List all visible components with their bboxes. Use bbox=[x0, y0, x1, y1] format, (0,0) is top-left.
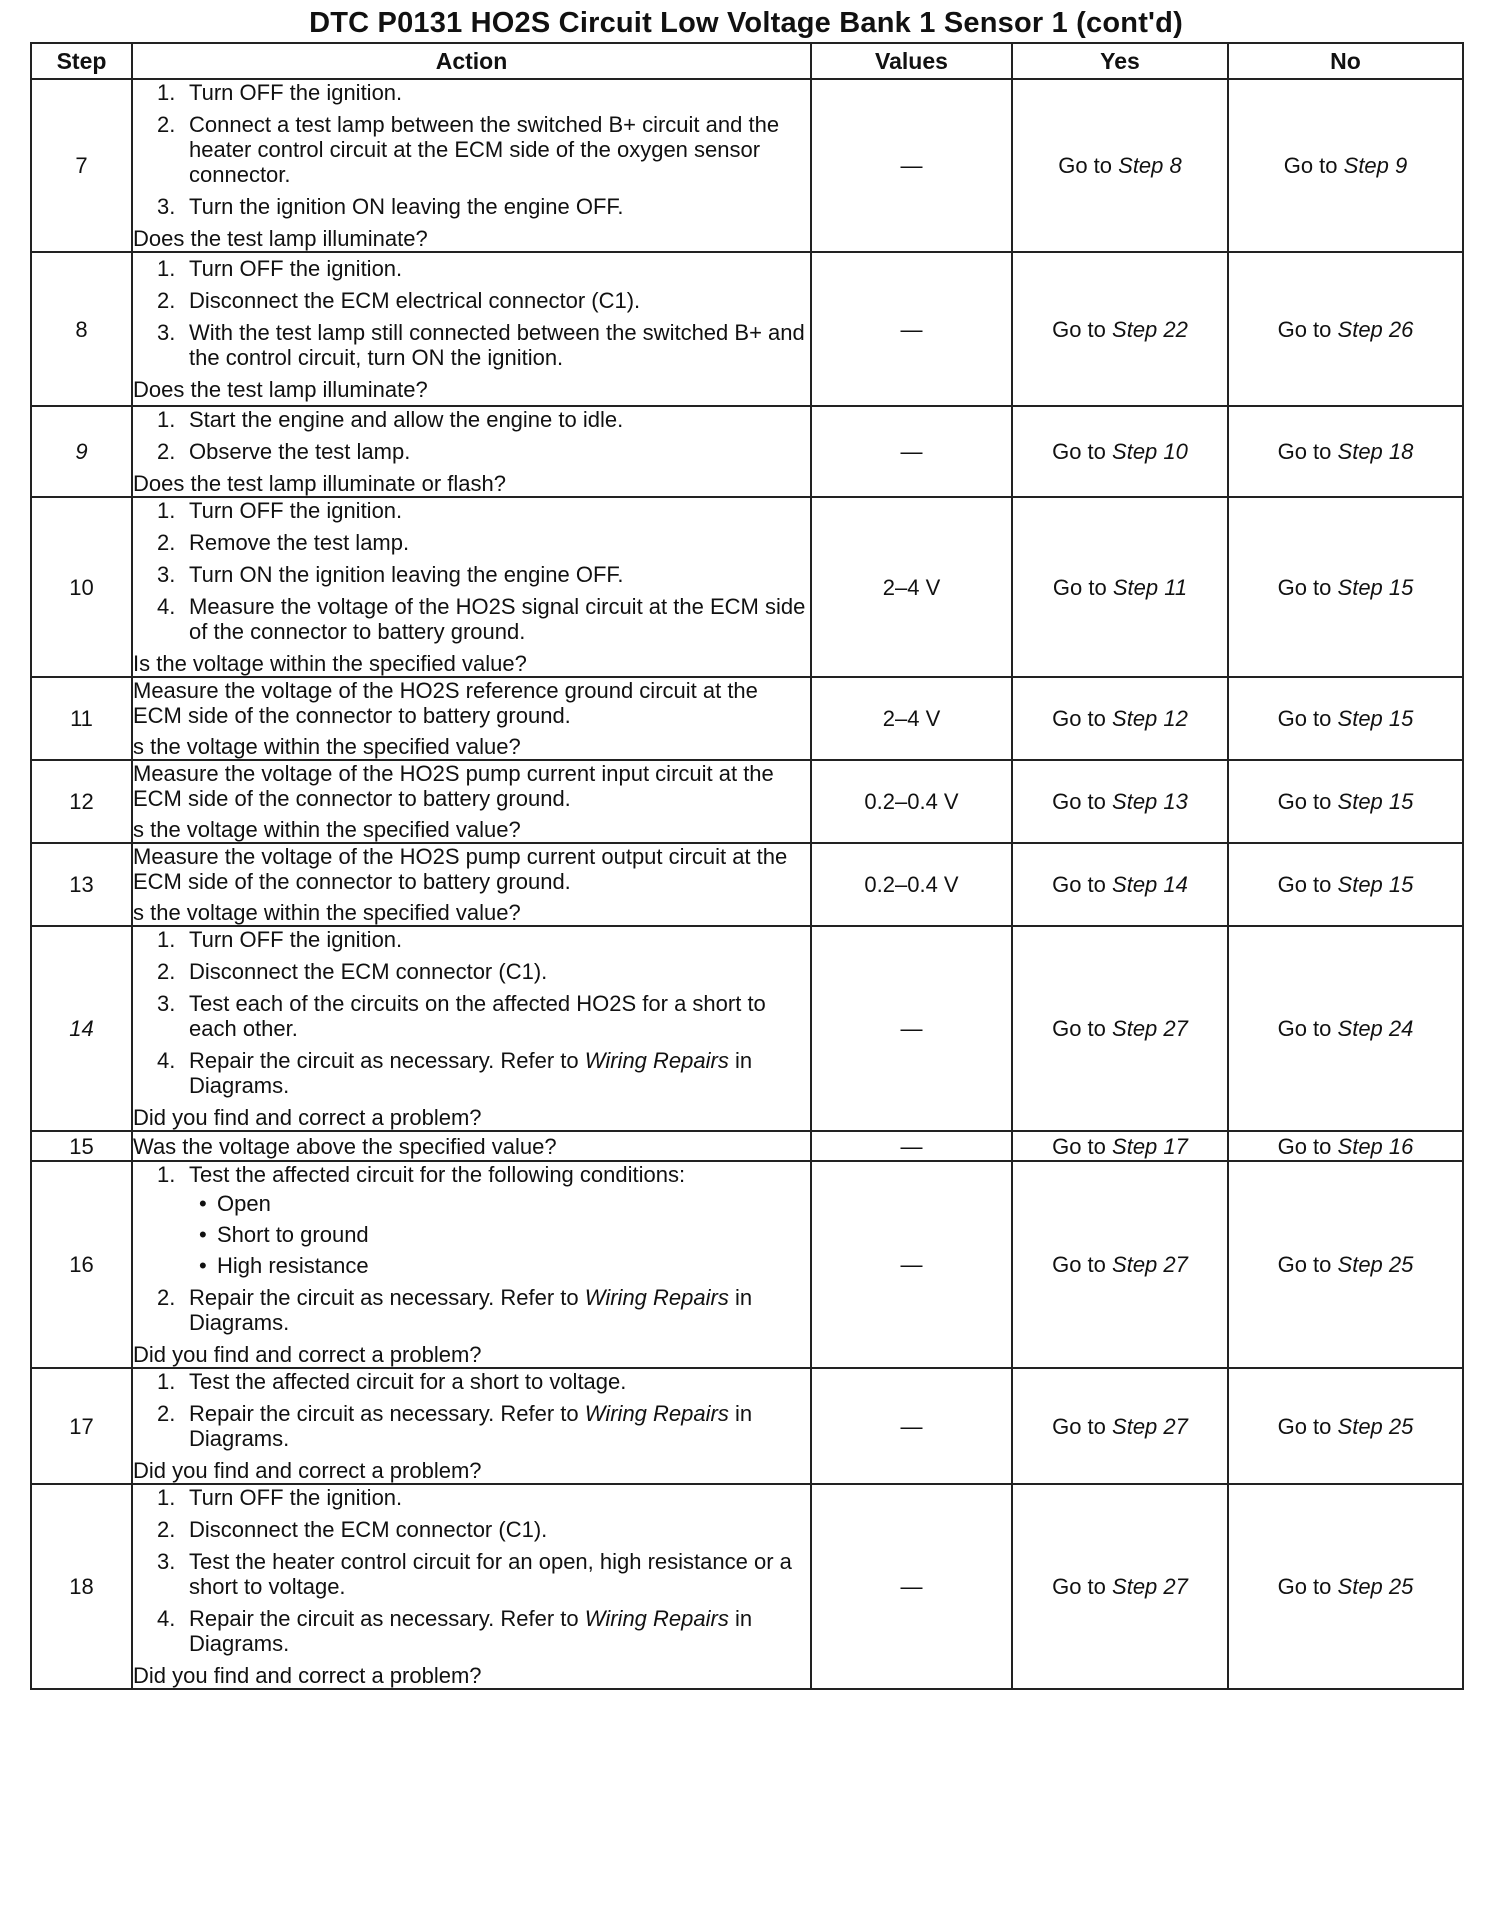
step-word: Step bbox=[1337, 1252, 1383, 1277]
step-word: Step bbox=[1112, 1413, 1158, 1439]
value-cell: — bbox=[811, 926, 1012, 1131]
value-cell: — bbox=[811, 1131, 1012, 1161]
go-to-label: Go to bbox=[1052, 316, 1106, 342]
action-text: Measure the voltage of the HO2S signal circuit at the ECM side of the connector to battery ground. bbox=[189, 594, 806, 644]
go-to-label: Go to bbox=[1277, 1016, 1332, 1041]
action-question: s the voltage within the specified value? bbox=[133, 734, 521, 759]
action-step bbox=[133, 1606, 810, 1656]
no-goto bbox=[1228, 760, 1463, 843]
step-index: 3. bbox=[157, 562, 176, 587]
action-steps bbox=[133, 1485, 810, 1656]
go-to-label: Go to bbox=[1052, 789, 1106, 814]
no-goto bbox=[1228, 926, 1463, 1131]
target-step-number: 18 bbox=[1388, 439, 1414, 464]
target-step-number: 27 bbox=[1163, 1574, 1188, 1599]
action-text: Repair the circuit as necessary. Refer to Wiring Repairs in Diagrams. bbox=[189, 1401, 753, 1451]
step-word: Step bbox=[1337, 316, 1383, 342]
step-index: 2. bbox=[157, 959, 176, 984]
yes-goto bbox=[1012, 79, 1228, 252]
value-cell: — bbox=[811, 1161, 1012, 1368]
target-step-number: 16 bbox=[1388, 1133, 1414, 1159]
value-cell: — bbox=[811, 406, 1012, 497]
step-word: Step bbox=[1337, 574, 1383, 600]
action-cell bbox=[132, 1131, 811, 1161]
action-text: Test the affected circuit for a short to voltage. bbox=[189, 1369, 627, 1394]
action-text: Was the voltage above the specified value? bbox=[133, 1133, 557, 1159]
go-to-label: Go to bbox=[1277, 1252, 1332, 1277]
reference-title: Wiring Repairs bbox=[584, 1048, 729, 1073]
condition-text: Open bbox=[217, 1191, 271, 1216]
action-text: Turn OFF the ignition. bbox=[189, 498, 403, 523]
go-to-label: Go to bbox=[1277, 789, 1332, 814]
table-row bbox=[31, 1131, 1463, 1161]
target-step-number: 14 bbox=[1163, 872, 1188, 897]
step-index: 2. bbox=[157, 1401, 176, 1426]
step-number: 8 bbox=[31, 252, 132, 406]
table-body bbox=[31, 79, 1463, 1689]
action-cell bbox=[132, 760, 811, 843]
action-question: Does the test lamp illuminate or flash? bbox=[133, 471, 506, 496]
go-to-label: Go to bbox=[1052, 706, 1106, 731]
target-step-number: 15 bbox=[1388, 789, 1414, 814]
header-values: Values bbox=[811, 43, 1012, 79]
table-row bbox=[31, 677, 1463, 760]
action-question: Did you find and correct a problem? bbox=[133, 1663, 482, 1688]
step-word: Step bbox=[1112, 1133, 1158, 1159]
go-to-label: Go to bbox=[1058, 153, 1113, 178]
action-step bbox=[133, 1485, 810, 1510]
step-number: 11 bbox=[31, 677, 132, 760]
step-word: Step bbox=[1112, 1574, 1158, 1599]
target-step-number: 27 bbox=[1163, 1413, 1188, 1439]
value-cell: 0.2–0.4 V bbox=[811, 843, 1012, 926]
header-action: Action bbox=[132, 43, 811, 79]
value-cell: 0.2–0.4 V bbox=[811, 760, 1012, 843]
action-question: Did you find and correct a problem? bbox=[133, 1342, 482, 1367]
action-text: Disconnect the ECM connector (C1). bbox=[189, 959, 548, 984]
action-step bbox=[133, 1517, 810, 1542]
table-row bbox=[31, 497, 1463, 677]
no-goto bbox=[1228, 1161, 1463, 1368]
diagnostic-table bbox=[30, 42, 1464, 1690]
step-index: 2. bbox=[157, 439, 176, 464]
target-step-number: 9 bbox=[1395, 153, 1408, 178]
condition-text: High resistance bbox=[217, 1253, 369, 1278]
action-text: Repair the circuit as necessary. Refer to Wiring Repairs in Diagrams. bbox=[189, 1048, 753, 1098]
action-step bbox=[133, 194, 810, 219]
action-step bbox=[133, 959, 810, 984]
step-number: 12 bbox=[31, 760, 132, 843]
action-step bbox=[133, 927, 810, 952]
condition-text: Short to ground bbox=[217, 1222, 369, 1247]
action-steps bbox=[133, 256, 810, 370]
action-cell bbox=[132, 406, 811, 497]
step-number: 10 bbox=[31, 497, 132, 677]
go-to-label: Go to bbox=[1052, 1016, 1106, 1041]
table-row bbox=[31, 1368, 1463, 1484]
table-row bbox=[31, 760, 1463, 843]
step-index: 3. bbox=[157, 991, 176, 1016]
step-number: 7 bbox=[31, 79, 132, 252]
action-steps bbox=[133, 1162, 810, 1335]
step-number: 16 bbox=[31, 1161, 132, 1368]
target-step-number: 25 bbox=[1388, 1413, 1414, 1439]
step-index: 1. bbox=[157, 498, 176, 523]
no-goto bbox=[1228, 1484, 1463, 1689]
no-goto bbox=[1228, 252, 1463, 406]
no-goto bbox=[1228, 1131, 1463, 1161]
target-step-number: 17 bbox=[1163, 1133, 1188, 1159]
bullet-icon: • bbox=[199, 1191, 207, 1216]
step-index: 4. bbox=[157, 1048, 176, 1073]
action-text: Turn the ignition ON leaving the engine OFF. bbox=[189, 194, 624, 219]
target-step-number: 11 bbox=[1164, 574, 1188, 600]
action-step bbox=[133, 1162, 810, 1278]
step-index: 1. bbox=[157, 1369, 176, 1394]
action-text: Start the engine and allow the engine to idle. bbox=[189, 407, 624, 432]
step-word: Step bbox=[1112, 439, 1158, 464]
go-to-label: Go to bbox=[1283, 153, 1338, 178]
action-text: Test the heater control circuit for an open, high resistance or a short to voltage. bbox=[189, 1549, 792, 1599]
step-word: Step bbox=[1337, 706, 1383, 731]
target-step-number: 24 bbox=[1388, 1016, 1414, 1041]
action-text: Turn OFF the ignition. bbox=[189, 80, 403, 105]
target-step-number: 25 bbox=[1388, 1574, 1414, 1599]
step-number: 14 bbox=[31, 926, 132, 1131]
table-row bbox=[31, 252, 1463, 406]
action-step bbox=[133, 407, 810, 432]
go-to-label: Go to bbox=[1277, 316, 1332, 342]
reference-title: Wiring Repairs bbox=[584, 1285, 729, 1310]
action-text: Test each of the circuits on the affected HO2S for a short to each other. bbox=[189, 991, 766, 1041]
step-word: Step bbox=[1112, 574, 1159, 600]
action-text: Repair the circuit as necessary. Refer to Wiring Repairs in Diagrams. bbox=[189, 1606, 753, 1656]
go-to-label: Go to bbox=[1277, 1413, 1332, 1439]
yes-goto bbox=[1012, 760, 1228, 843]
target-step-number: 12 bbox=[1163, 706, 1188, 731]
step-word: Step bbox=[1337, 789, 1383, 814]
target-step-number: 25 bbox=[1388, 1252, 1414, 1277]
yes-goto bbox=[1012, 252, 1228, 406]
yes-goto bbox=[1012, 1368, 1228, 1484]
step-word: Step bbox=[1337, 1016, 1383, 1041]
go-to-label: Go to bbox=[1277, 574, 1332, 600]
go-to-label: Go to bbox=[1052, 872, 1106, 897]
value-cell: 2–4 V bbox=[811, 497, 1012, 677]
go-to-label: Go to bbox=[1052, 574, 1107, 600]
action-step bbox=[133, 320, 810, 370]
action-step bbox=[133, 530, 810, 555]
no-goto bbox=[1228, 677, 1463, 760]
action-step bbox=[133, 80, 810, 105]
table-row bbox=[31, 1484, 1463, 1689]
condition-item bbox=[189, 1191, 810, 1216]
go-to-label: Go to bbox=[1277, 1574, 1332, 1599]
bullet-icon: • bbox=[199, 1222, 207, 1247]
action-text: Turn OFF the ignition. bbox=[189, 256, 403, 281]
step-index: 3. bbox=[157, 194, 176, 219]
target-step-number: 22 bbox=[1163, 316, 1188, 342]
no-goto bbox=[1228, 1368, 1463, 1484]
table-row bbox=[31, 843, 1463, 926]
step-word: Step bbox=[1118, 153, 1164, 178]
step-word: Step bbox=[1337, 439, 1383, 464]
step-index: 1. bbox=[157, 407, 176, 432]
step-word: Step bbox=[1337, 1133, 1383, 1159]
action-step bbox=[133, 1369, 810, 1394]
action-text: Measure the voltage of the HO2S reference ground circuit at the ECM side of the connector to battery ground. bbox=[133, 678, 758, 728]
go-to-label: Go to bbox=[1052, 439, 1106, 464]
action-text: Measure the voltage of the HO2S pump current input circuit at the ECM side of the connector to battery ground. bbox=[133, 761, 774, 811]
page-title: DTC P0131 HO2S Circuit Low Voltage Bank 1 Sensor 1 (cont'd) bbox=[309, 7, 1183, 39]
step-index: 3. bbox=[157, 320, 176, 345]
yes-goto bbox=[1012, 1161, 1228, 1368]
action-steps bbox=[133, 498, 810, 644]
action-cell bbox=[132, 926, 811, 1131]
bullet-icon: • bbox=[199, 1253, 207, 1278]
condition-list bbox=[189, 1191, 810, 1278]
yes-goto bbox=[1012, 497, 1228, 677]
action-cell bbox=[132, 79, 811, 252]
table-row bbox=[31, 79, 1463, 252]
header-no: No bbox=[1228, 43, 1463, 79]
action-step bbox=[133, 1048, 810, 1098]
table-row bbox=[31, 406, 1463, 497]
step-index: 1. bbox=[157, 1162, 176, 1187]
step-word: Step bbox=[1112, 1016, 1158, 1041]
action-question: Did you find and correct a problem? bbox=[133, 1458, 482, 1483]
table-row bbox=[31, 926, 1463, 1131]
action-cell bbox=[132, 843, 811, 926]
action-question: s the voltage within the specified value? bbox=[133, 817, 521, 842]
target-step-number: 26 bbox=[1388, 316, 1414, 342]
step-index: 4. bbox=[157, 594, 176, 619]
action-text: Repair the circuit as necessary. Refer to Wiring Repairs in Diagrams. bbox=[189, 1285, 753, 1335]
step-index: 2. bbox=[157, 288, 176, 313]
header-yes: Yes bbox=[1012, 43, 1228, 79]
action-question: s the voltage within the specified value? bbox=[133, 900, 521, 925]
action-question: Does the test lamp illuminate? bbox=[133, 226, 428, 251]
action-cell bbox=[132, 252, 811, 406]
step-index: 1. bbox=[157, 80, 176, 105]
step-index: 2. bbox=[157, 112, 176, 137]
step-word: Step bbox=[1337, 872, 1383, 897]
value-cell: — bbox=[811, 1368, 1012, 1484]
no-goto bbox=[1228, 79, 1463, 252]
yes-goto bbox=[1012, 677, 1228, 760]
step-number: 9 bbox=[31, 406, 132, 497]
step-word: Step bbox=[1343, 153, 1389, 178]
condition-item bbox=[189, 1253, 810, 1278]
reference-title: Wiring Repairs bbox=[584, 1606, 729, 1631]
step-number: 17 bbox=[31, 1368, 132, 1484]
action-step bbox=[133, 439, 810, 464]
go-to-label: Go to bbox=[1277, 872, 1332, 897]
action-step bbox=[133, 1549, 810, 1599]
action-step bbox=[133, 562, 810, 587]
action-step bbox=[133, 288, 810, 313]
no-goto bbox=[1228, 843, 1463, 926]
value-cell: 2–4 V bbox=[811, 677, 1012, 760]
action-steps bbox=[133, 80, 810, 219]
go-to-label: Go to bbox=[1052, 1252, 1106, 1277]
go-to-label: Go to bbox=[1277, 439, 1332, 464]
action-text: Remove the test lamp. bbox=[189, 530, 410, 555]
action-cell bbox=[132, 1161, 811, 1368]
step-index: 3. bbox=[157, 1549, 176, 1574]
step-word: Step bbox=[1112, 789, 1158, 814]
action-text: Observe the test lamp. bbox=[189, 439, 411, 464]
yes-goto bbox=[1012, 406, 1228, 497]
target-step-number: 8 bbox=[1169, 153, 1182, 178]
go-to-label: Go to bbox=[1052, 1574, 1106, 1599]
action-cell bbox=[132, 677, 811, 760]
go-to-label: Go to bbox=[1052, 1133, 1106, 1159]
step-index: 1. bbox=[157, 927, 176, 952]
step-index: 2. bbox=[157, 1517, 176, 1542]
step-index: 4. bbox=[157, 1606, 176, 1631]
target-step-number: 15 bbox=[1388, 706, 1414, 731]
value-cell: — bbox=[811, 79, 1012, 252]
target-step-number: 27 bbox=[1163, 1252, 1188, 1277]
table-header-row bbox=[31, 43, 1463, 79]
step-index: 2. bbox=[157, 530, 176, 555]
step-word: Step bbox=[1112, 706, 1158, 731]
condition-item bbox=[189, 1222, 810, 1247]
action-step bbox=[133, 594, 810, 644]
target-step-number: 10 bbox=[1163, 439, 1188, 464]
step-word: Step bbox=[1112, 316, 1158, 342]
action-text: Turn OFF the ignition. bbox=[189, 1485, 403, 1510]
action-text: Turn ON the ignition leaving the engine OFF. bbox=[189, 562, 624, 587]
action-steps bbox=[133, 1369, 810, 1451]
yes-goto bbox=[1012, 926, 1228, 1131]
yes-goto bbox=[1012, 1484, 1228, 1689]
action-text: Measure the voltage of the HO2S pump current output circuit at the ECM side of the connector to battery ground. bbox=[133, 844, 788, 894]
target-step-number: 27 bbox=[1163, 1016, 1188, 1041]
step-number: 18 bbox=[31, 1484, 132, 1689]
step-word: Step bbox=[1337, 1413, 1383, 1439]
action-text: Disconnect the ECM electrical connector (C1). bbox=[189, 288, 641, 313]
action-text: Test the affected circuit for the following conditions: bbox=[189, 1162, 686, 1187]
action-text: Disconnect the ECM connector (C1). bbox=[189, 1517, 548, 1542]
action-text: Connect a test lamp between the switched B+ circuit and the heater control circuit at the ECM side of the oxygen sensor connector. bbox=[189, 112, 780, 187]
step-word: Step bbox=[1112, 872, 1158, 897]
action-step bbox=[133, 498, 810, 523]
no-goto bbox=[1228, 406, 1463, 497]
action-steps bbox=[133, 407, 810, 464]
action-step bbox=[133, 1401, 810, 1451]
step-index: 1. bbox=[157, 1485, 176, 1510]
step-number: 13 bbox=[31, 843, 132, 926]
action-cell bbox=[132, 1484, 811, 1689]
reference-title: Wiring Repairs bbox=[584, 1401, 729, 1426]
header-step: Step bbox=[31, 43, 132, 79]
action-cell bbox=[132, 497, 811, 677]
value-cell: — bbox=[811, 252, 1012, 406]
document-page bbox=[30, 4, 1462, 1690]
action-question: Does the test lamp illuminate? bbox=[133, 377, 428, 402]
action-step bbox=[133, 1285, 810, 1335]
target-step-number: 15 bbox=[1388, 872, 1414, 897]
go-to-label: Go to bbox=[1277, 706, 1332, 731]
target-step-number: 13 bbox=[1163, 789, 1188, 814]
table-row bbox=[31, 1161, 1463, 1368]
action-cell bbox=[132, 1368, 811, 1484]
value-cell: — bbox=[811, 1484, 1012, 1689]
step-word: Step bbox=[1112, 1252, 1158, 1277]
step-index: 1. bbox=[157, 256, 176, 281]
action-text: Turn OFF the ignition. bbox=[189, 927, 403, 952]
no-goto bbox=[1228, 497, 1463, 677]
go-to-label: Go to bbox=[1277, 1133, 1332, 1159]
go-to-label: Go to bbox=[1052, 1413, 1106, 1439]
yes-goto bbox=[1012, 1131, 1228, 1161]
action-question: Did you find and correct a problem? bbox=[133, 1105, 482, 1130]
action-step bbox=[133, 256, 810, 281]
action-step bbox=[133, 991, 810, 1041]
step-index: 2. bbox=[157, 1285, 176, 1310]
step-number: 15 bbox=[31, 1131, 132, 1161]
action-text: With the test lamp still connected between the switched B+ and the control circuit, turn ON the ignition. bbox=[189, 320, 805, 370]
action-question: Is the voltage within the specified value? bbox=[133, 651, 527, 676]
action-step bbox=[133, 112, 810, 187]
step-word: Step bbox=[1337, 1574, 1383, 1599]
yes-goto bbox=[1012, 843, 1228, 926]
action-steps bbox=[133, 927, 810, 1098]
target-step-number: 15 bbox=[1388, 574, 1414, 600]
